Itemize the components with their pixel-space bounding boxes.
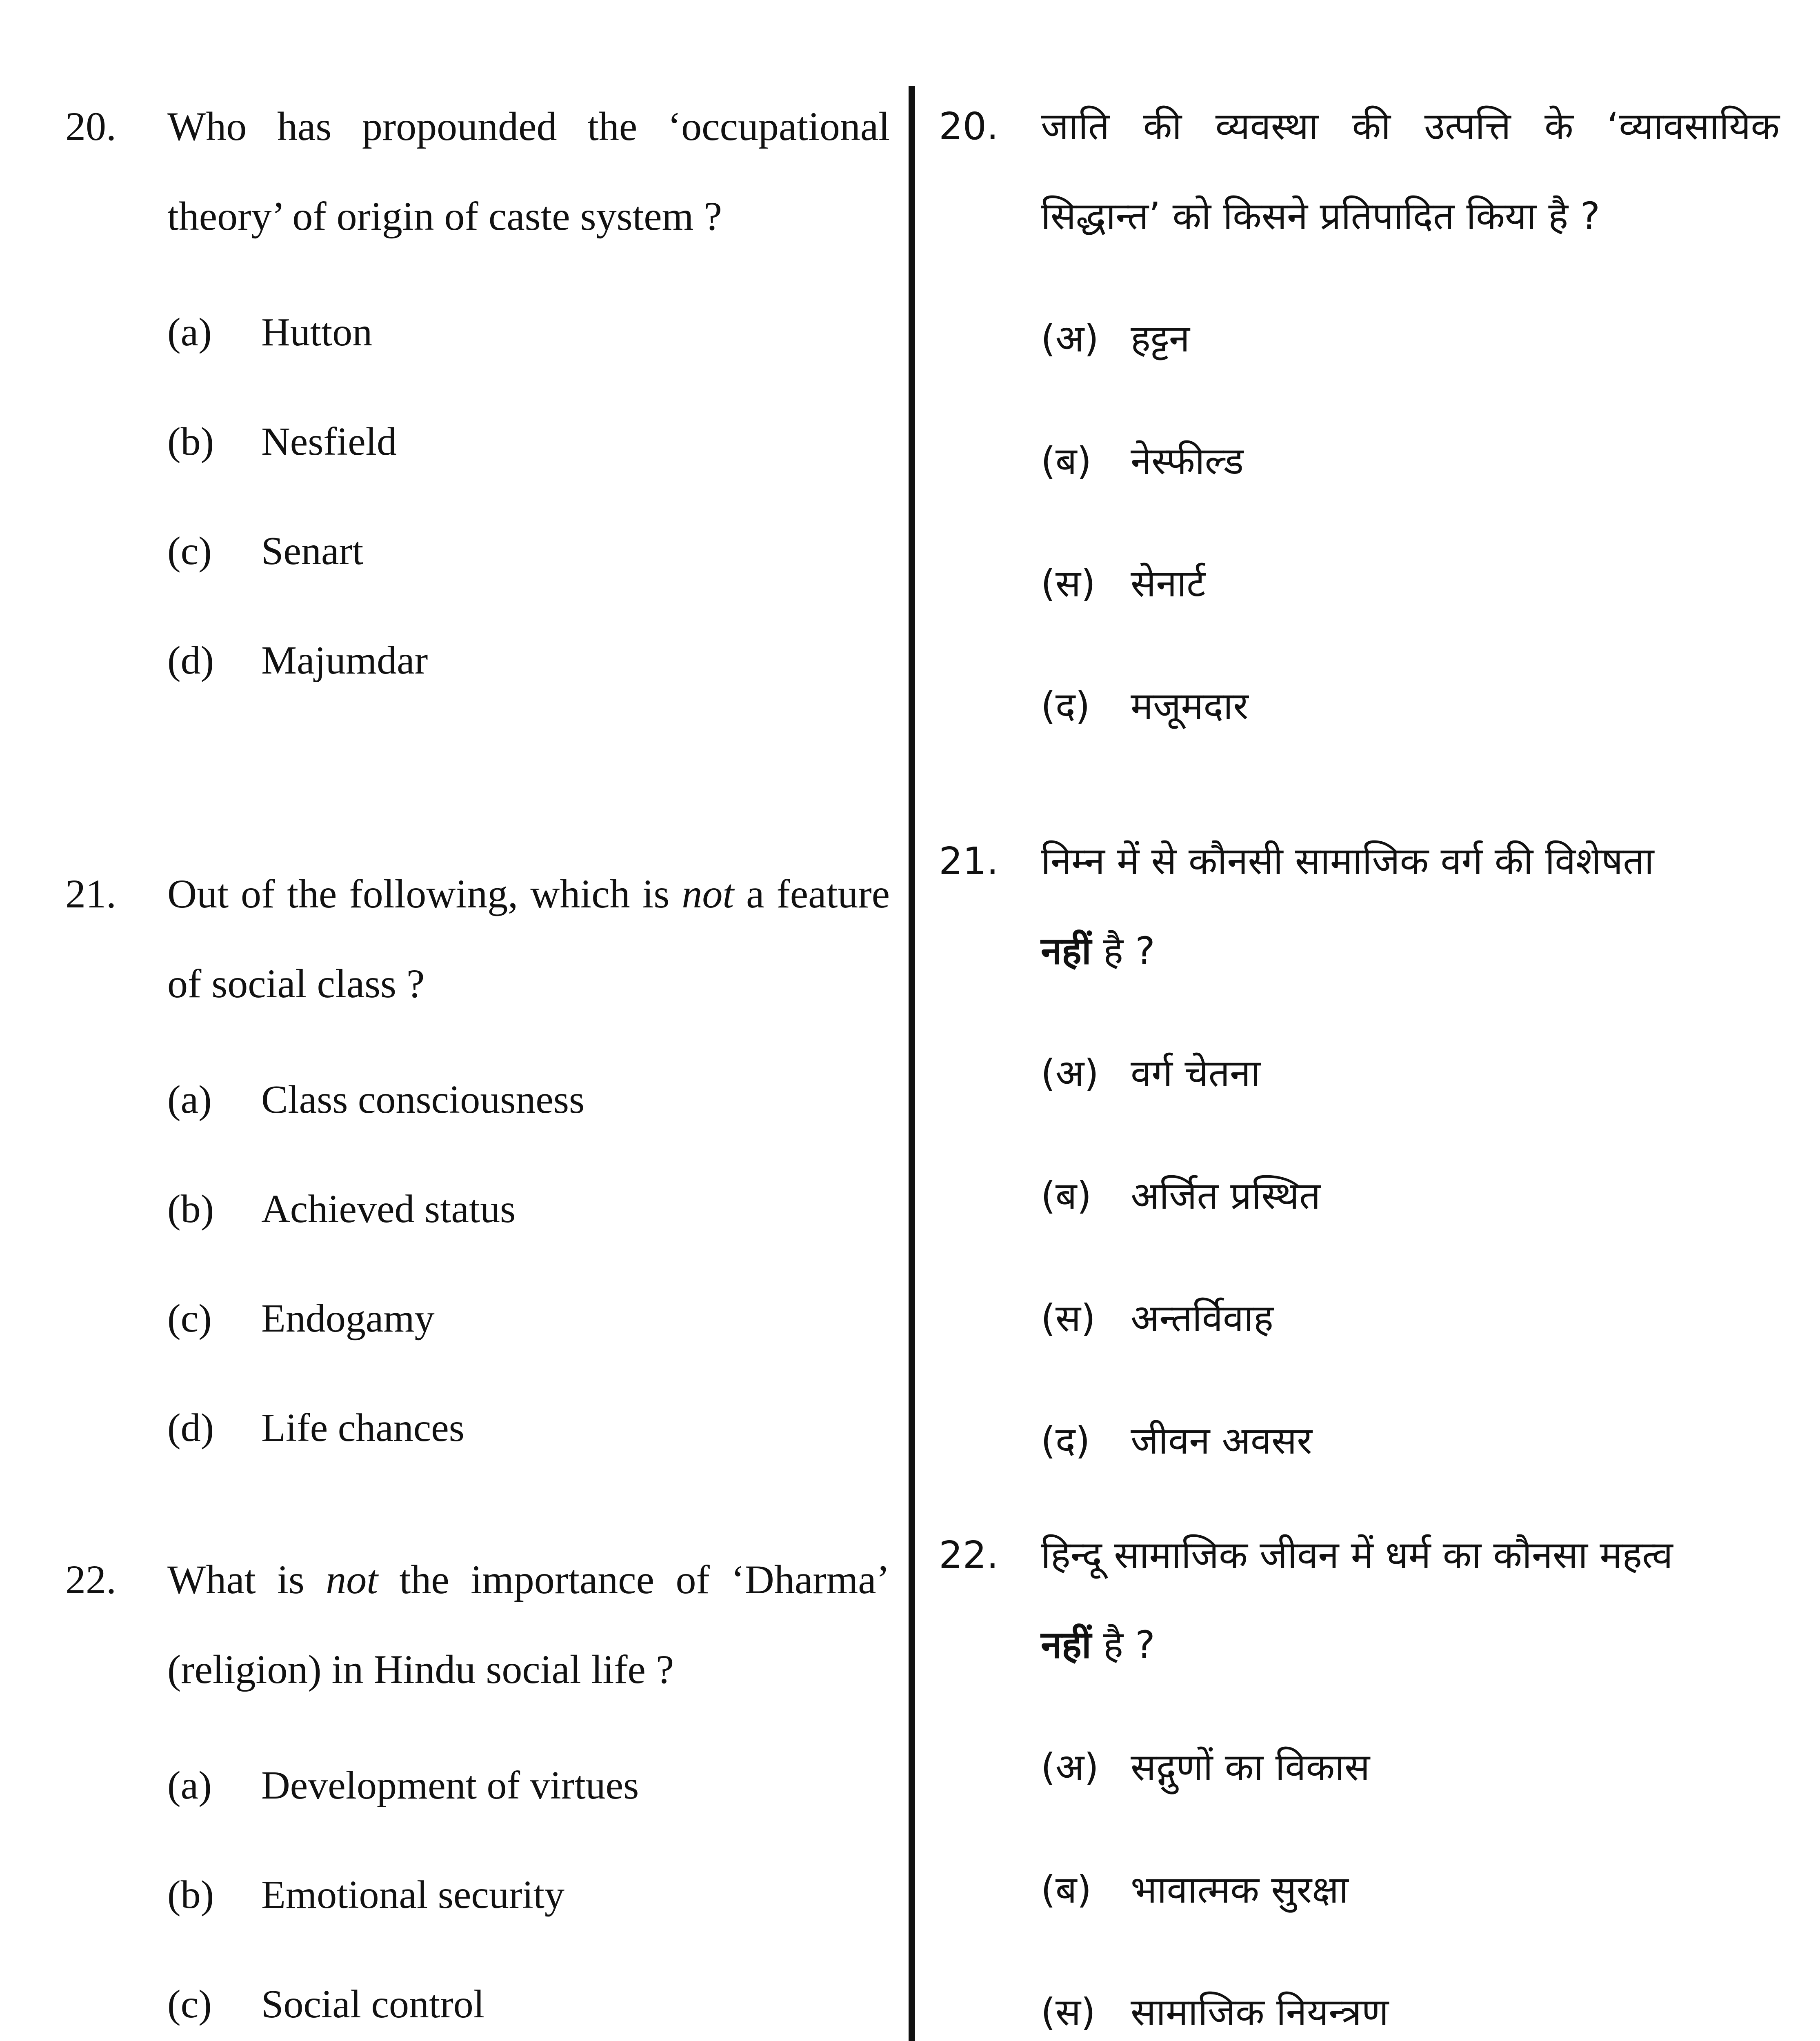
option-text: नेस्फील्ड (1131, 439, 1244, 483)
option-b (167, 387, 890, 496)
question-20-english (65, 82, 890, 849)
option-d (1041, 1380, 1780, 1502)
option-a (167, 278, 890, 387)
option-b (1041, 1829, 1780, 1951)
option-letter: (b) (167, 420, 214, 464)
column-divider (909, 86, 915, 2041)
question-text (1041, 1510, 1780, 1690)
options-list (167, 278, 890, 715)
options-list (1041, 1012, 1780, 1502)
question-text (167, 1535, 890, 1714)
option-letter: (c) (167, 1982, 212, 2026)
option-c (167, 496, 890, 606)
option-letter: (स) (1041, 562, 1096, 605)
option-a (167, 1731, 890, 1840)
question-text-end: the importance of ‘Dharma’ (religion) in Hindu social life ? (167, 1557, 890, 1692)
options-list (1041, 1706, 1780, 2041)
question-text-start: Out of the following, which is (167, 871, 682, 916)
question-text-end: है ? (1091, 929, 1155, 973)
question-negation: not (326, 1557, 378, 1602)
option-a (1041, 1706, 1780, 1829)
option-text: Nesfield (261, 420, 397, 464)
option-text: अर्जित प्रस्थित (1131, 1174, 1321, 1218)
question-text-start: हिन्दू सामाजिक जीवन में धर्म का कौनसा महत्व (1041, 1533, 1673, 1577)
question-negation: नहीं (1041, 1623, 1091, 1667)
option-letter: (b) (167, 1187, 214, 1231)
option-a (1041, 278, 1780, 400)
option-text: भावात्मक सुरक्षा (1131, 1868, 1349, 1912)
option-letter: (ब) (1041, 1174, 1092, 1218)
option-text: Hutton (261, 310, 373, 354)
option-letter: (द) (1041, 684, 1090, 728)
option-c (1041, 1951, 1780, 2041)
options-list (167, 1045, 890, 1483)
option-text: Majumdar (261, 638, 428, 683)
question-text: Who has propounded the ‘occupational theory’ of origin of caste system ? (167, 104, 890, 239)
question-text-start: निम्न में से कौनसी सामाजिक वर्ग की विशेषता (1041, 839, 1654, 883)
option-c (167, 1950, 890, 2041)
option-d (167, 606, 890, 715)
english-column (65, 82, 890, 2041)
question-text (1041, 816, 1780, 996)
option-text: Life chances (261, 1406, 464, 1450)
option-letter: (स) (1041, 1990, 1096, 2034)
option-letter: (d) (167, 638, 214, 683)
question-number: 20. (65, 104, 116, 149)
question-number: 21. (65, 871, 116, 916)
option-c (1041, 1257, 1780, 1380)
option-letter: (a) (167, 1078, 212, 1122)
option-letter: (स) (1041, 1296, 1096, 1340)
option-letter: (अ) (1041, 1745, 1099, 1789)
option-letter: (अ) (1041, 1052, 1099, 1095)
option-d (167, 1373, 890, 1483)
question-text-start: What is (167, 1557, 326, 1602)
option-text: Class consciousness (261, 1078, 585, 1122)
option-text: सद्गुणों का विकास (1131, 1745, 1370, 1789)
question-negation: नहीं (1041, 929, 1091, 973)
option-text: Social control (261, 1982, 485, 2026)
question-22-hindi (939, 1510, 1780, 2041)
option-text: Development of virtues (261, 1763, 639, 1808)
option-text: सामाजिक नियन्त्रण (1131, 1990, 1389, 2034)
option-text: Emotional security (261, 1873, 564, 1917)
question-text: जाति की व्यवस्था की उत्पत्ति के ‘व्यावसायिक सिद्धान्त’ को किसने प्रतिपादित किया है ? (1041, 104, 1780, 238)
option-text: हट्टन (1131, 317, 1190, 360)
option-letter: (c) (167, 529, 212, 573)
question-negation: not (682, 871, 734, 916)
option-letter: (c) (167, 1296, 212, 1341)
option-d (1041, 645, 1780, 767)
option-c (167, 1264, 890, 1373)
question-number: 20. (939, 104, 999, 148)
question-text (167, 849, 890, 1029)
question-number: 22. (939, 1533, 999, 1577)
hindi-column (939, 82, 1780, 2041)
option-b (1041, 1135, 1780, 1257)
option-letter: (a) (167, 310, 212, 354)
option-text: जीवन अवसर (1131, 1419, 1312, 1463)
option-b (1041, 400, 1780, 522)
options-list (167, 1731, 890, 2041)
question-text-end: a feature of social class ? (167, 871, 890, 1006)
question-21-hindi (939, 816, 1780, 1510)
option-text: Endogamy (261, 1296, 435, 1341)
option-letter: (ब) (1041, 439, 1092, 483)
option-a (1041, 1012, 1780, 1135)
option-text: अन्तर्विवाह (1131, 1296, 1273, 1340)
question-22-english (65, 1535, 890, 2041)
question-number: 21. (939, 839, 999, 883)
option-text: Senart (261, 529, 364, 573)
option-text: वर्ग चेतना (1131, 1052, 1260, 1095)
option-text: मजूमदार (1131, 684, 1249, 728)
option-c (1041, 522, 1780, 645)
question-21-english (65, 849, 890, 1535)
question-number: 22. (65, 1557, 116, 1602)
option-letter: (अ) (1041, 317, 1099, 360)
option-text: सेनार्ट (1131, 562, 1206, 605)
option-letter: (d) (167, 1406, 214, 1450)
option-a (167, 1045, 890, 1154)
option-text: Achieved status (261, 1187, 516, 1231)
option-b (167, 1840, 890, 1950)
option-letter: (b) (167, 1873, 214, 1917)
option-b (167, 1154, 890, 1264)
question-text-end: है ? (1091, 1623, 1155, 1667)
option-letter: (द) (1041, 1419, 1090, 1463)
option-letter: (a) (167, 1763, 212, 1808)
options-list (1041, 278, 1780, 767)
question-20-hindi (939, 82, 1780, 816)
option-letter: (ब) (1041, 1868, 1092, 1912)
